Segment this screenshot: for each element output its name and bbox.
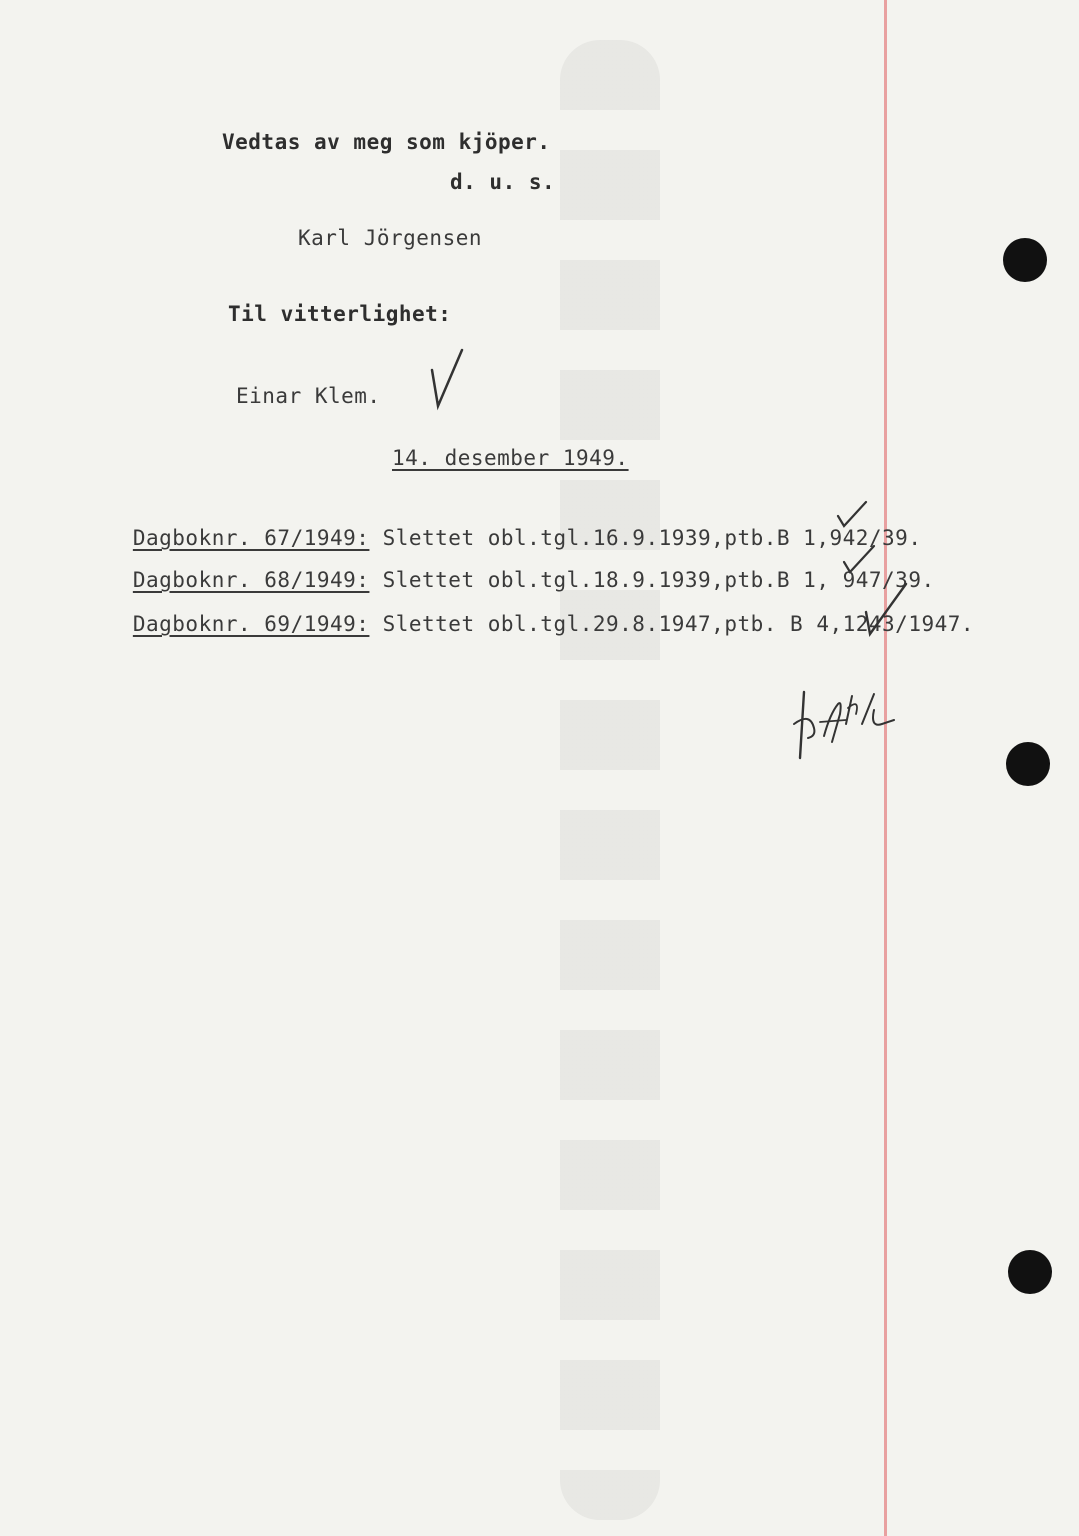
dus-line: d. u. s. — [450, 170, 556, 194]
entry-text: Slettet obl.tgl.18.9.1939,ptb.B 1, 947/39. — [382, 568, 935, 592]
checkmark-icon — [842, 544, 876, 576]
entry-text: Slettet obl.tgl.29.8.1947,ptb. B 4,1243/1947. — [382, 612, 975, 636]
punch-hole-icon — [1006, 742, 1050, 786]
entry-label: Dagboknr. 68/1949: — [132, 568, 370, 592]
entry-row — [54, 588, 974, 660]
bleed-through-watermark — [560, 40, 660, 1520]
accepted-line: Vedtas av meg som kjöper. — [222, 130, 551, 154]
handwritten-initials-icon — [790, 684, 900, 764]
entry-label: Dagboknr. 67/1949: — [132, 526, 370, 550]
checkmark-icon — [864, 582, 908, 638]
buyer-name: Karl Jörgensen — [298, 226, 483, 250]
punch-hole-icon — [1008, 1250, 1052, 1294]
entry-label: Dagboknr. 69/1949: — [132, 612, 370, 636]
date-heading: 14. desember 1949. — [392, 446, 629, 470]
checkmark-icon — [836, 500, 868, 530]
entry-text: Slettet obl.tgl.16.9.1939,ptb.B 1,942/39. — [382, 526, 922, 550]
margin-line — [884, 0, 887, 1536]
checkmark-icon — [428, 348, 468, 412]
witness-heading: Til vitterlighet: — [228, 302, 452, 326]
punch-hole-icon — [1003, 238, 1047, 282]
witness-name: Einar Klem. — [236, 384, 381, 408]
